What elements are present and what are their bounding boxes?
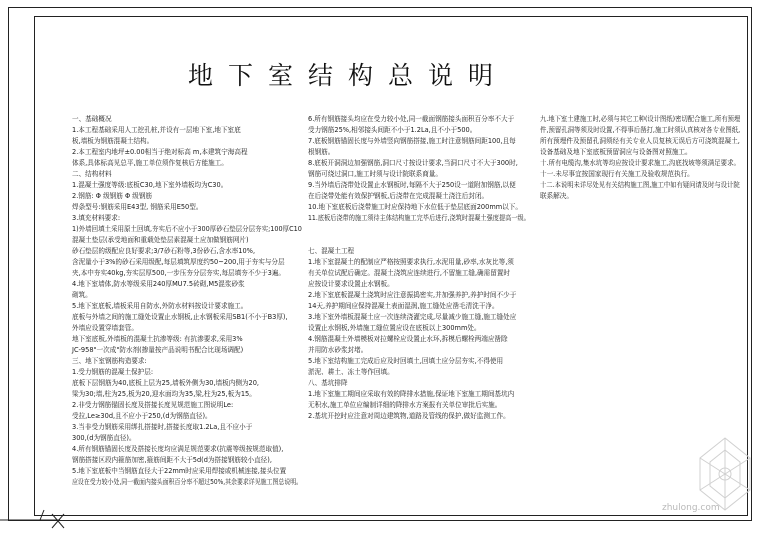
note-line: 4.地下室墙体,防水等级采用240厚MU7.5砖砌,M5混浆砂浆	[72, 280, 245, 288]
note-line: 1.本工程基础采用人工挖孔桩,并设有一层地下室,地下室底	[72, 126, 241, 134]
note-line: 2.地下室底板混凝土浇筑时应注意振捣密实,并加强养护,养护时间不少于	[308, 291, 517, 299]
note-line: 钢筋搭接区段内箍筋加密,箍筋间距不大于5d(d为搭接钢筋较小直径),	[72, 456, 272, 464]
note-line: 1.地下室施工期间应采取有效的降排水措施,保证地下室施工期间基坑内	[308, 390, 515, 398]
note-line: 所有预埋件及预留孔洞须经有关专业人员复核无误后方可浇筑混凝土,	[540, 137, 740, 145]
note-line: 2.本工程室内地坪±0.00相当于绝对标高 m,本建筑宁海高程	[72, 148, 248, 156]
note-line: 夹,本中夯实40kg,夯实层厚500,一步压夯分层夯实,每层填夯不少于3遍。	[72, 269, 285, 277]
note-line: 6.所有钢筋接头均应在受力较小处,同一截面钢筋接头面积百分率不大于	[308, 115, 515, 123]
note-line: 二、结构材料	[72, 170, 112, 178]
note-line: 2.非受力钢筋锚固长度及搭接长度见规范施工图说明Le:	[72, 401, 234, 409]
note-line: 砌筑。	[72, 291, 92, 299]
note-line: 受力钢筋25%,相邻接头间距不小于1.2La,且不小于500。	[308, 126, 477, 134]
note-line: 底板与外墙之间的施工缝处设置止水钢板,止水钢板采用SB1(不小于B3厚),	[72, 313, 288, 321]
note-line: 应按设计要求设置止水钢板。	[308, 280, 394, 288]
note-line: 受拉,Le≥30d,且不应小于250,(d为钢筋直径)。	[72, 412, 212, 420]
note-line: 十一.未尽事宜按国家现行有关施工及验收规范执行。	[540, 170, 694, 178]
note-line: 梁为30;墙,柱为25,板为20,迎水面均为35,梁,柱为25,板为15。	[72, 390, 256, 398]
note-line: 砂石垫层的级配应良好要求;3/7砂石粉等,3份砂石,含水率10%,	[72, 247, 256, 255]
note-line: 4.钢筋混凝土外墙模板对拉螺栓应设置止水环,拆模后螺栓两端应凿除	[308, 335, 508, 343]
note-line: 七、混凝土工程	[308, 247, 355, 255]
note-line: 件,预留孔洞等须及时设置,不得事后凿打,施工时须认真核对各专业图纸,	[540, 126, 741, 134]
note-line: 根钢筋。	[308, 148, 335, 156]
drawing-title: 地下室结构总说明	[188, 61, 509, 90]
note-line: 十二.本说明未详尽处见有关结构施工图,施工中如有疑问请及时与设计院	[540, 181, 740, 189]
note-line: 4.所有钢筋锚固长度及搭接长度均应满足规范要求(抗震等级按规范取值),	[72, 445, 284, 453]
note-line: 在后浇带处能有效保护钢板,后浇带在完成混凝土浇注后封闭。	[308, 192, 489, 200]
note-line: 九.地下室土建施工时,必须与其它工种(设计图纸)密切配合施工,所有预埋	[540, 115, 741, 123]
note-line: 底板下层钢筋为40,底板上层为25,墙板外侧为30,墙板内侧为20,	[72, 379, 260, 387]
note-line: 5.地下室结构施工完成后应及时回填土,回填土应分层夯实,不得使用	[308, 357, 504, 365]
note-line: 混凝土垫层(承受地面和重载处垫层素混凝土应加做钢筋网片)	[72, 236, 249, 244]
note-line: 2.基坑开挖时应注意对周边建筑物,道路及管线的保护,做好监测工作。	[308, 412, 510, 420]
note-line: 联系解决。	[540, 192, 573, 200]
note-line: 1.地下室混凝土的配制应严格按照要求执行,水泥用量,砂率,水灰比等,须	[308, 258, 514, 266]
note-line: 设置止水钢板,外墙施工缝位置应设在底板以上300mm处。	[308, 324, 481, 332]
note-line: 十.所有电缆沟,集水坑等均应按设计要求施工,沟底找坡等须满足要求。	[540, 159, 741, 167]
note-line: JC-958"一次成"防水剂(掺量按产品说明书配合比现场调配)	[72, 346, 244, 354]
note-line: 10.地下室底板后浇带施工时应保持地下水位低于垫层底面200mm以下。	[308, 203, 522, 211]
note-line: 设备基础及地下室底板预留洞应与设备图对照施工。	[540, 148, 692, 156]
note-line: 地下室底板,外墙板的混凝土抗渗等级: 有抗渗要求,采用3%	[72, 335, 243, 343]
note-line: 含泥量小于3%的砂石采用级配,每层填筑厚度约50~200,用于夯实与分层	[72, 258, 285, 266]
watermark-text: zhulong.com	[662, 503, 720, 513]
note-line: 三、地下室钢筋构造要求:	[72, 357, 147, 365]
note-line: 3.地下室外墙板混凝土应一次连续浇灌完成,尽量减少施工缝,施工缝处应	[308, 313, 517, 321]
note-line: 一、基础概况	[72, 115, 112, 123]
note-line: 5.地下室底板中当钢筋直径大于22mm时应采用焊接或机械连接,接头位置	[72, 467, 287, 475]
note-line: 300,(d为钢筋直径)。	[72, 434, 136, 442]
note-line: 并用防水砂浆封堵。	[308, 346, 368, 354]
note-line: 7.底板钢筋锚固长度与外墙竖向钢筋搭接,施工时注意钢筋间距100,且每	[308, 137, 516, 145]
note-line: 3.当非受力钢筋采用绑扎搭接时,搭接长度取1.2La,且不应小于	[72, 423, 253, 431]
note-line: 9.当外墙后浇带处设置止水钢板时,每隔不大于250设一道附加钢筋,以便	[308, 181, 516, 189]
note-line: 1)外墙回填土采用原土回填,夯实后不应小于300厚砂石垫层分层夯实;100厚C10	[72, 225, 302, 233]
note-line: 1.受力钢筋的混凝土保护层:	[72, 368, 154, 376]
note-line: 14天,养护期间应保持混凝土表面湿润,施工缝处应凿毛清洗干净。	[308, 302, 499, 310]
note-line: 体系,具体标高见总平,施工单位须作复核后方能施工。	[72, 159, 228, 167]
note-line: 板,墙板为钢筋混凝土结构。	[72, 137, 154, 145]
note-line: 1.混凝土强度等级:底板C30,地下室外墙板均为C30。	[72, 181, 228, 189]
note-line: 2.钢筋: Φ 级钢筋 Φ 级钢筋	[72, 192, 153, 200]
note-line: 应设在受力较小处,同一截面内接头面积百分率不超过50%,其余要求详见施工图总说明。	[72, 478, 303, 486]
note-line: 淤泥、耕土、冻土等作回填。	[308, 368, 394, 376]
note-line: 11.底板后浇带的施工须待主体结构施工完毕后进行,浇筑时混凝土强度提高一级。	[308, 214, 530, 222]
note-line: 无积水,施工单位应编制详细的降排水方案报有关单位审批后实施。	[308, 401, 502, 409]
note-line: 3.填充材料要求:	[72, 214, 121, 222]
corner-cross-mark	[0, 508, 80, 533]
note-line: 焊条型号:钢筋采用E43型, 钢筋采用E50型。	[72, 203, 203, 211]
note-line: 钢筋可绕过洞口,施工时须与设计院联系商量。	[308, 170, 442, 178]
note-line: 5.地下室底板,墙板采用自防水,外防水材料按设计要求施工。	[72, 302, 248, 310]
note-line: 有关单位试配后确定。混凝土浇筑应连续进行,不留施工缝,确需留置时	[308, 269, 511, 277]
note-line: 八、基坑排降	[308, 379, 348, 387]
note-line: 外墙应设置穿墙套管。	[72, 324, 138, 332]
note-line: 8.底板开洞洞边加强钢筋,洞口尺寸按设计要求,当洞口尺寸不大于300时,	[308, 159, 518, 167]
